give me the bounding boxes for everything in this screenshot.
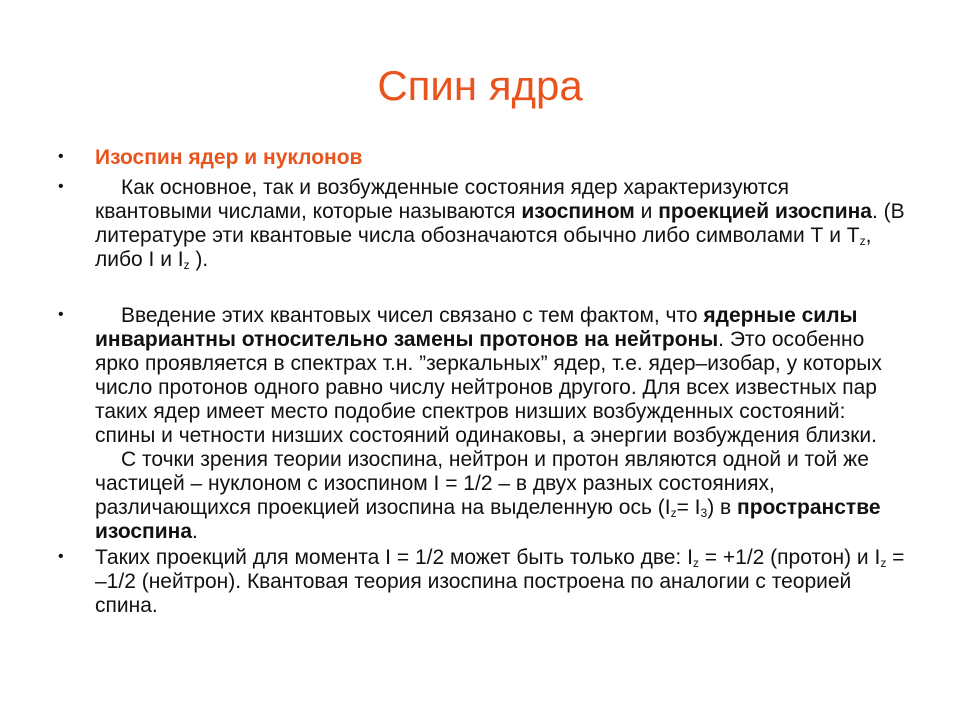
- text-run: С точки зрения теории изоспина, нейтрон и протон являются одной и той же частицей – нуклоном с изоспином I = 1/2 – в двух разных состояниях, различающихся проекцией изоспина на выделенную ось (I: [95, 448, 869, 519]
- bullet-invariance: [58, 304, 908, 544]
- bullet-definition: [58, 176, 908, 272]
- bold-term: изоспином: [521, 200, 635, 223]
- bullet-icon: •: [58, 306, 64, 323]
- text-run: Введение этих квантовых чисел связано с тем фактом, что: [121, 304, 704, 327]
- bullet-icon: •: [58, 178, 64, 195]
- section-heading: Изоспин ядер и нуклонов: [95, 146, 363, 169]
- text-run: . Это особенно ярко проявляется в спектрах т.н. ”зеркальных” ядер, т.е. ядер–изобар, у которых число протонов одного равно числу нейтронов другого. Для всех известных пар таких ядер имеет место подобие спектров низших возбужденных состояний: спины и четности низших состояний одинаковы, а энергии возбуждения близки.: [95, 328, 882, 447]
- subscript: z: [880, 556, 887, 570]
- text-run: Как основное, так и возбужденные состояния ядер характеризуются квантовыми числами, которые называются: [95, 176, 789, 223]
- bullet-icon: •: [58, 148, 64, 165]
- bullet-list: [58, 146, 908, 618]
- bullet-projections: [58, 546, 908, 618]
- text-run: = I: [676, 496, 701, 519]
- text-run: = –1/2 (нейтрон). Квантовая теория изоспина построена по аналогии с теорией спина.: [95, 546, 905, 617]
- subscript: 3: [700, 506, 708, 520]
- text-run: ) в: [707, 496, 738, 519]
- text-run: и: [634, 200, 659, 223]
- subscript: z: [692, 556, 699, 570]
- subscript: z: [670, 506, 677, 520]
- text-run: , либо I и I: [95, 224, 872, 271]
- text-run: = +1/2 (протон) и I: [698, 546, 881, 569]
- subscript: z: [183, 258, 190, 272]
- bold-term: пространстве изоспина: [95, 496, 881, 543]
- text-run: . (В литературе эти квантовые числа обозначаются обычно либо символами Т и Т: [95, 200, 905, 247]
- text-run: ).: [189, 248, 209, 271]
- bold-term: проекцией изоспина: [658, 200, 872, 223]
- bullet-icon: •: [58, 548, 64, 565]
- bold-term: ядерные силы инвариантны относительно замены протонов на нейтроны: [95, 304, 858, 351]
- slide-title: Спин ядра: [377, 62, 583, 109]
- text-run: .: [192, 520, 198, 543]
- text-run: Таких проекций для момента I = 1/2 может быть только две: I: [95, 546, 693, 569]
- bullet-isospin-heading: [58, 146, 908, 170]
- subscript: z: [859, 234, 866, 248]
